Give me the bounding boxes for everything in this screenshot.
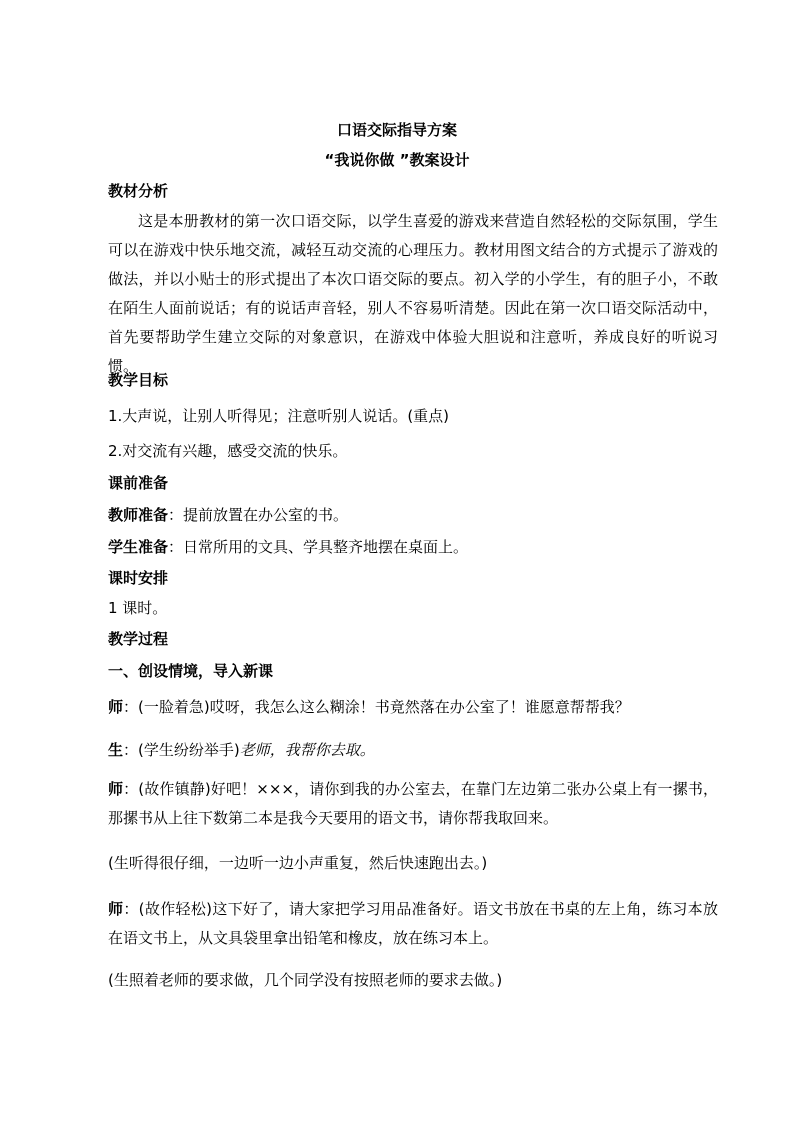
speaker-teacher: 师 [108, 780, 124, 798]
teacher-prep-line [108, 505, 348, 525]
dialogue-line-1 [108, 697, 630, 717]
stage-note-1: (生听得很仔细，一边听一边小声重复，然后快速跑出去。) [108, 854, 488, 872]
speaker-student: 生 [108, 741, 124, 759]
section-heading-process: 教学过程 [108, 630, 169, 648]
dialogue-line-2 [108, 740, 375, 760]
doc-subtitle: “我说你做 ”教案设计 [324, 151, 470, 169]
section-heading-preparation: 课前准备 [108, 474, 169, 492]
student-prep-text: ：日常所用的文具、学具整齐地摆在桌面上。 [168, 538, 469, 556]
stage-note-2: (生照着老师的要求做，几个同学没有按照老师的要求去做。) [108, 971, 503, 989]
lesson-count: 1 课时。 [108, 599, 168, 617]
section-heading-textbook-analysis: 教材分析 [108, 182, 169, 200]
doc-title: 口语交际指导方案 [336, 121, 457, 139]
student-prep-line [108, 537, 468, 557]
dialogue-line-4 [108, 895, 718, 953]
student-reply-handwritten: 老师，我帮你去取。 [239, 741, 375, 759]
speaker-teacher: 师 [108, 900, 124, 918]
part1-heading: 一、创设情境，导入新课 [108, 662, 274, 680]
student-prep-label: 学生准备 [108, 538, 169, 556]
textbook-analysis-paragraph: 这是本册教材的第一次口语交际，以学生喜爱的游戏来营造自然轻松的交际氛围，学生可以在游戏中快乐地交流，减轻互动交流的心理压力。教材用图文结合的方式提示了游戏的做法，并以小贴士的形式提出了本次口语交际的要点。初入学的小学生，有的胆子小，不敢在陌生人面前说话；有的说话声音轻，别人不容易听清楚。因此在第一次口语交际活动中，首先要帮助学生建立交际的对象意识，在游戏中体验大胆说和注意听，养成良好的听说习惯。 [108, 212, 718, 375]
speaker-teacher: 师 [108, 698, 124, 716]
dialogue-text: ：(故作轻松)这下好了，请大家把学习用品准备好。语文书放在书桌的左上角，练习本放在语文书上，从文具袋里拿出铅笔和橡皮，放在练习本上。 [108, 900, 718, 947]
teacher-prep-text: ：提前放置在办公室的书。 [168, 506, 349, 524]
dialogue-text: ：(故作镇静)好吧！×××，请你到我的办公室去，在靠门左边第二张办公桌上有一摞书，那摞书从上往下数第二本是我今天要用的语文书，请你帮我取回来。 [108, 780, 718, 827]
dialogue-text: ：(一脸着急)哎呀，我怎么这么糊涂！书竟然落在办公室了！谁愿意帮帮我？ [123, 698, 630, 716]
goal-item-2: 2.对交流有兴趣，感受交流的快乐。 [108, 442, 348, 460]
dialogue-line-3 [108, 775, 718, 833]
section-heading-schedule: 课时安排 [108, 569, 169, 587]
dialogue-text: ：(学生纷纷举手) [123, 741, 240, 759]
teacher-prep-label: 教师准备 [108, 506, 169, 524]
goal-item-1: 1.大声说，让别人听得见；注意听别人说话。(重点) [108, 407, 450, 425]
section-heading-teaching-goals: 教学目标 [108, 371, 169, 389]
